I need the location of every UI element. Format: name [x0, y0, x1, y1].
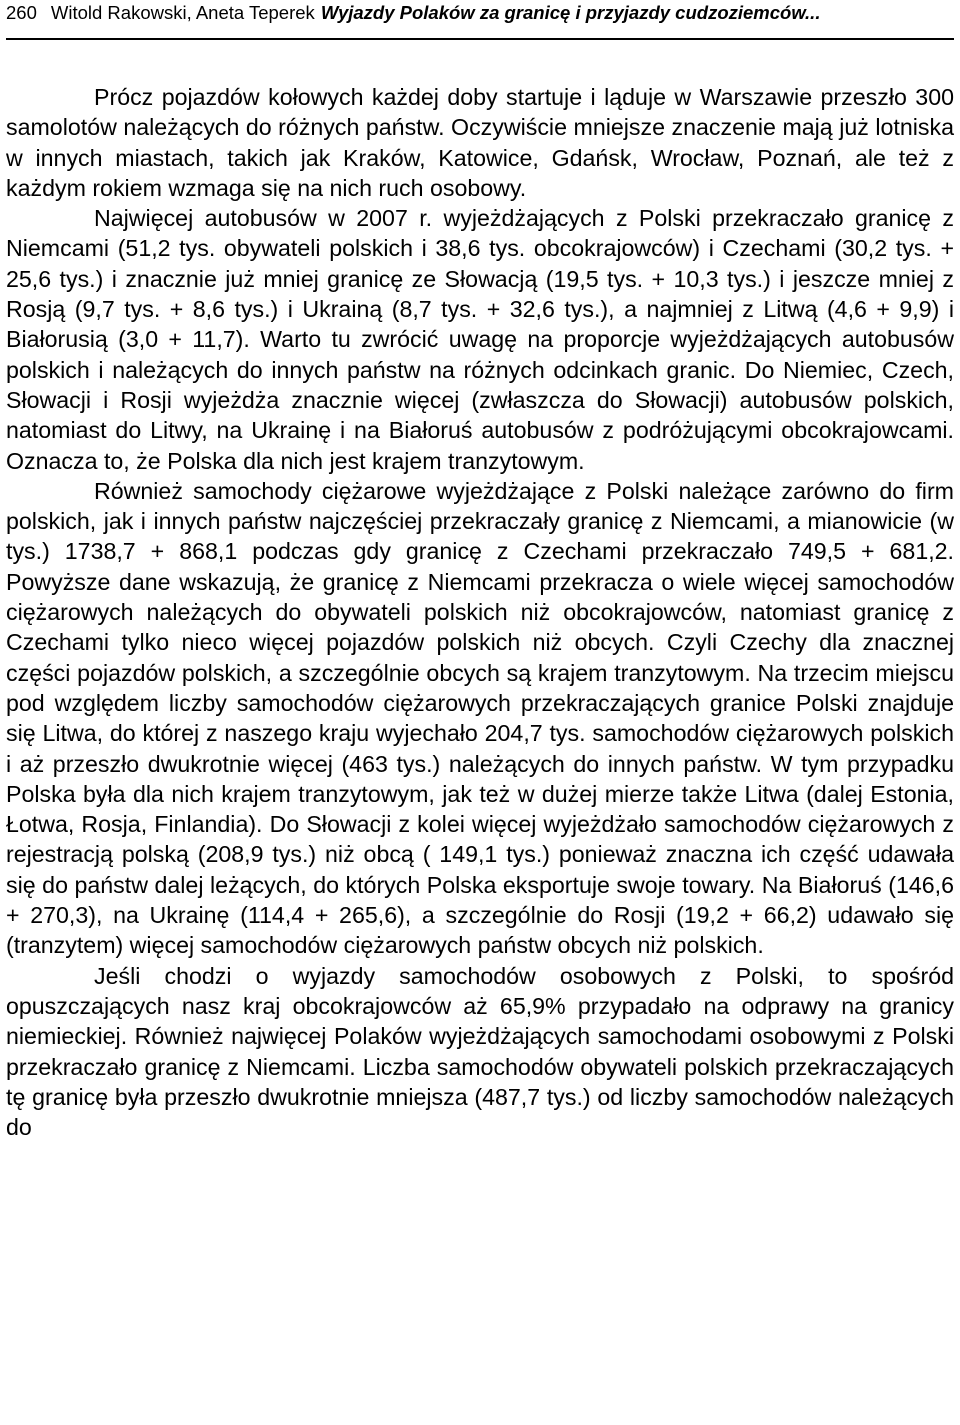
- body-text: [6, 82, 954, 1142]
- paragraph: Najwięcej autobusów w 2007 r. wyjeżdżających z Polski przekraczało granicę z Niemcami (51,2 tys. obywateli polskich i 38,6 tys. obcokrajowców) i Czechami (30,2 tys. + 25,6 tys.) i znacznie już mniej granicę ze Słowacją (19,5 tys. + 10,3 tys.) i jeszcze mniej z Rosją (9,7 tys. + 8,6 tys.) i Ukrainą (8,7 tys. + 32,6 tys.), a najmniej z Litwą (4,6 + 9,9) i Białorusią (3,0 + 11,7). Warto tu zwrócić uwagę na proporcje wyjeżdżających autobusów polskich i należących do innych państw na różnych odcinkach granic. Do Niemiec, Czech, Słowacji i Rosji wyjeżdża znacznie więcej (zwłaszcza do Słowacji) autobusów polskich, natomiast do Litwy, na Ukrainę i na Białoruś autobusów z podróżującymi obcokrajowcami. Oznacza to, że Polska dla nich jest krajem tranzytowym.: [6, 205, 954, 474]
- page-number: 260: [6, 2, 37, 23]
- paragraph: Jeśli chodzi o wyjazdy samochodów osobowych z Polski, to spośród opuszczających nasz kraj obcokrajowców aż 65,9% przypadało na odprawy na granicy niemieckiej. Również najwięcej Polaków wyjeżdżających samochodami osobowymi z Polski przekraczało granicę z Niemcami. Liczba samochodów obywateli polskich przekraczających tę granicę była przeszło dwukrotnie mniejsza (487,7 tys.) od liczby samochodów należących do: [6, 962, 954, 1141]
- paragraph: Prócz pojazdów kołowych każdej doby startuje i ląduje w Warszawie przeszło 300 samolotów należących do różnych państw. Oczywiście mniejsze znaczenie mają już lotniska w innych miastach, takich jak Kraków, Katowice, Gdańsk, Wrocław, Poznań, ale też z każdym rokiem wzmaga się na nich ruch osobowy.: [6, 84, 954, 201]
- article-title: Wyjazdy Polaków za granicę i przyjazdy cudzoziemców...: [320, 2, 821, 23]
- running-head: [6, 0, 954, 26]
- paragraph: Również samochody ciężarowe wyjeżdżające z Polski należące zarówno do firm polskich, jak i innych państw najczęściej przekraczały granicę z Niemcami, a mianowicie (w tys.) 1738,7 + 868,1 podczas gdy granicę z Czechami przekraczało 749,5 + 681,2. Powyższe dane wskazują, że granicę z Niemcami przekracza o wiele więcej samochodów ciężarowych należących do obywateli polskich niż obcokrajowców, natomiast granicę z Czechami tylko nieco więcej pojazdów polskich niż obcych. Czyli Czechy dla znacznej części pojazdów polskich, a szczególnie obcych są krajem tranzytowym. Na trzecim miejscu pod względem liczby samochodów ciężarowych przekraczających granice Polski znajduje się Litwa, do której z naszego kraju wyjechało 204,7 tys. samochodów ciężarowych polskich i aż przeszło dwukrotnie więcej (463 tys.) należących do innych państw. W tym przypadku Polska była dla nich krajem tranzytowym, jak też w dużej mierze także Litwa (dalej Estonia, Łotwa, Rosja, Finlandia). Do Słowacji z kolei więcej wyjeżdżało samochodów ciężarowych z rejestracją polską (208,9 tys.) niż obcą ( 149,1 tys.) ponieważ znaczna ich część udawała się do państw dalej leżących, do których Polska eksportuje swoje towary. Na Białoruś (146,6 + 270,3), na Ukrainę (114,4 + 265,6), a szczególnie do Rosji (19,2 + 66,2) udawało się (tranzytem) więcej samochodów ciężarowych państw obcych niż polskich.: [6, 477, 954, 959]
- header-rule: [6, 38, 954, 40]
- authors: Witold Rakowski, Aneta Teperek: [50, 2, 315, 23]
